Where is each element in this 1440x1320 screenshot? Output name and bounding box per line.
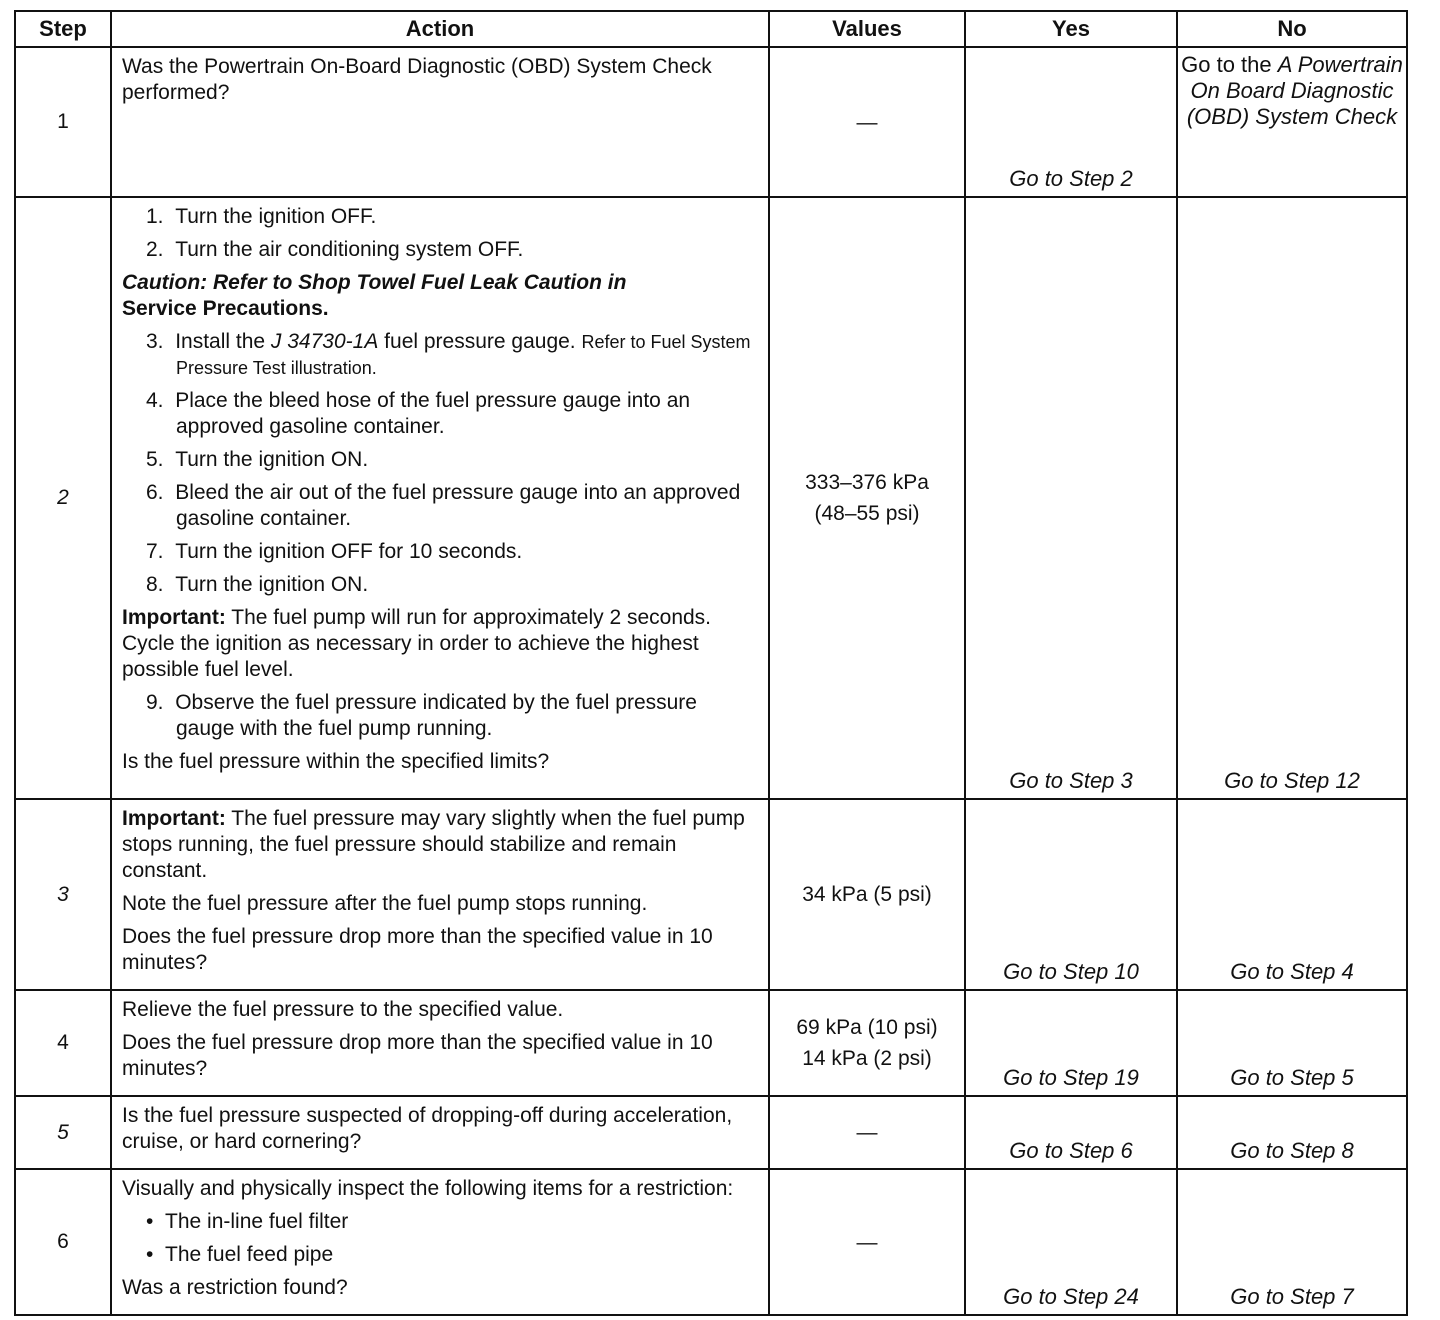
step-number: 4 — [15, 990, 111, 1096]
no-goto — [1178, 52, 1406, 130]
no-cell — [1177, 197, 1407, 799]
list-item: 3. Install the J 34730-1A fuel pressure gauge. Refer to Fuel System Pressure Test illustration. — [146, 330, 751, 378]
list-item: 9. Observe the fuel pressure indicated by the fuel pressure gauge with the fuel pump running. — [146, 691, 697, 740]
value-drop-limit: 14 kPa (2 psi) — [802, 1047, 932, 1070]
step-number: 5 — [15, 1096, 111, 1169]
yes-cell — [965, 799, 1177, 990]
no-cell — [1177, 47, 1407, 197]
table-row-step-6 — [15, 1169, 1407, 1315]
no-cell — [1177, 990, 1407, 1096]
action-cell — [111, 1096, 769, 1169]
bullet-item: • The fuel feed pipe — [146, 1243, 334, 1266]
important-note: Important: The fuel pump will run for approximately 2 seconds. Cycle the ignition as necessary in order to achieve the highest possible fuel level. — [122, 606, 712, 681]
action-question: Is the fuel pressure within the specified limits? — [122, 750, 550, 773]
values-cell: 34 kPa (5 psi) — [769, 799, 965, 990]
yes-goto: Go to Step 19 — [1003, 1065, 1139, 1090]
values-cell: — — [769, 1096, 965, 1169]
action-question: Was a restriction found? — [122, 1276, 348, 1299]
action-text: Relieve the fuel pressure to the specified value. — [122, 998, 564, 1021]
action-text: Note the fuel pressure after the fuel pump stops running. — [122, 892, 648, 915]
header-no: No — [1177, 11, 1407, 47]
tool-number: J 34730-1A — [270, 330, 379, 353]
table-row-step-2 — [15, 197, 1407, 799]
illustration-reference: Refer to Fuel System Pressure Test illustration. — [176, 332, 751, 378]
header-yes: Yes — [965, 11, 1177, 47]
yes-cell — [965, 1169, 1177, 1315]
list-item: 1. Turn the ignition OFF. — [146, 205, 377, 228]
no-goto: Go to Step 4 — [1230, 959, 1354, 984]
table-row-step-3 — [15, 799, 1407, 990]
value-kpa: 333–376 kPa — [805, 471, 929, 494]
action-question: Does the fuel pressure drop more than the specified value in 10 minutes? — [122, 1031, 713, 1080]
list-item: 4. Place the bleed hose of the fuel pressure gauge into an approved gasoline container. — [146, 389, 691, 438]
yes-cell — [965, 990, 1177, 1096]
table-row-step-1 — [15, 47, 1407, 197]
value-psi: (48–55 psi) — [814, 502, 920, 525]
yes-goto: Go to Step 10 — [1003, 959, 1139, 984]
table-row-step-5 — [15, 1096, 1407, 1169]
no-goto: Go to Step 8 — [1230, 1138, 1354, 1163]
action-question: Was the Powertrain On-Board Diagnostic (OBD) System Check performed? — [122, 55, 712, 104]
yes-cell — [965, 1096, 1177, 1169]
values-cell: — — [769, 1169, 965, 1315]
no-goto: Go to Step 7 — [1230, 1284, 1354, 1309]
values-cell — [769, 197, 965, 799]
list-item: 2. Turn the air conditioning system OFF. — [146, 238, 524, 261]
no-cell — [1177, 799, 1407, 990]
no-cell — [1177, 1169, 1407, 1315]
step-number: 2 — [15, 197, 111, 799]
action-question: Is the fuel pressure suspected of dropping-off during acceleration, cruise, or hard cornering? — [122, 1104, 733, 1153]
header-action: Action — [111, 11, 769, 47]
diagnostic-table — [14, 10, 1408, 1316]
yes-cell — [965, 197, 1177, 799]
no-cell — [1177, 1096, 1407, 1169]
yes-goto: Go to Step 6 — [1009, 1138, 1133, 1163]
yes-goto: Go to Step 2 — [1009, 166, 1133, 191]
header-values: Values — [769, 11, 965, 47]
action-question: Does the fuel pressure drop more than the specified value in 10 minutes? — [122, 925, 713, 974]
list-item: 5. Turn the ignition ON. — [146, 448, 369, 471]
yes-goto: Go to Step 3 — [1009, 768, 1133, 793]
yes-cell — [965, 47, 1177, 197]
no-goto-reference: A Powertrain On Board Diagnostic (OBD) System Check — [1186, 52, 1403, 129]
values-cell — [769, 990, 965, 1096]
step-number: 3 — [15, 799, 111, 990]
action-cell — [111, 799, 769, 990]
action-cell — [111, 47, 769, 197]
list-item: 8. Turn the ignition ON. — [146, 573, 369, 596]
no-goto: Go to Step 12 — [1224, 768, 1360, 793]
table-row-step-4 — [15, 990, 1407, 1096]
no-goto: Go to Step 5 — [1230, 1065, 1354, 1090]
important-note: Important: The fuel pressure may vary slightly when the fuel pump stops running, the fuel pressure should stabilize and remain constant. — [122, 807, 745, 882]
list-item: 7. Turn the ignition OFF for 10 seconds. — [146, 540, 523, 563]
list-item: 6. Bleed the air out of the fuel pressure gauge into an approved gasoline container. — [146, 481, 741, 530]
yes-goto: Go to Step 24 — [1003, 1284, 1139, 1309]
header-row — [15, 11, 1407, 47]
value-relieve-to: 69 kPa (10 psi) — [796, 1016, 938, 1039]
caution-note: Caution: Refer to Shop Towel Fuel Leak Caution in Service Precautions. — [122, 271, 627, 320]
action-cell — [111, 1169, 769, 1315]
no-goto-prefix: Go to the — [1181, 52, 1278, 77]
bullet-item: • The in-line fuel filter — [146, 1210, 349, 1233]
values-cell: — — [769, 47, 965, 197]
action-cell — [111, 197, 769, 799]
action-text: Visually and physically inspect the following items for a restriction: — [122, 1177, 734, 1200]
step-number: 6 — [15, 1169, 111, 1315]
header-step: Step — [15, 11, 111, 47]
action-cell — [111, 990, 769, 1096]
step-number: 1 — [15, 47, 111, 197]
